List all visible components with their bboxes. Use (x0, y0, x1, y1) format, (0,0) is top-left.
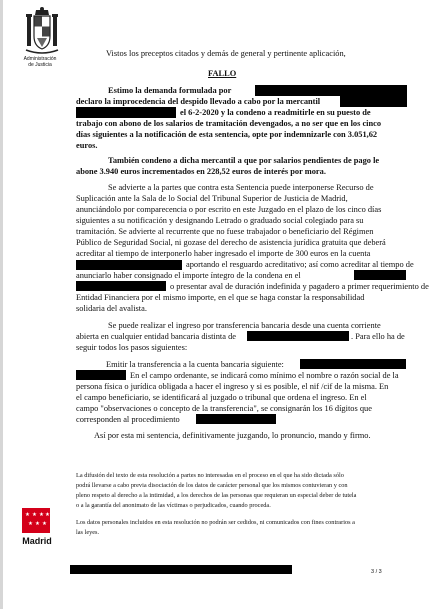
appeal-line: aportando el resguardo acreditativo; así como acreditar al tiempo de (186, 260, 414, 269)
privacy-note-line: podrá llevarse a cabo previa disociación de los datos de carácter personal que los mismos contuvieran y con (76, 482, 348, 490)
privacy-note-line: las leyes. (76, 529, 100, 537)
instruction-line: En el campo ordenante, se indicará como mínimo el nombre o razón social de la (130, 371, 399, 380)
transfer-line: Se puede realizar el ingreso por transferencia bancaria desde una cuenta corriente (108, 321, 381, 330)
transfer-line: . Para ello ha de (351, 332, 405, 341)
privacy-note-line: pleno respeto al derecho a la intimidad, a los derechos de las personas que requieran un especial deber de tutela (76, 492, 357, 500)
appeal-line: Público de Seguridad Social, ni gozase del derecho de asistencia jurídica gratuita que deberá (76, 238, 386, 247)
madrid-wordmark: Madrid (22, 536, 52, 546)
decision-line: Estimo la demanda formulada por (108, 86, 232, 95)
authority-label: Administración de Justicia (23, 56, 57, 68)
redaction (354, 270, 406, 280)
madrid-flag-icon: ★ ★ ★ ★ ★ ★ ★ (22, 508, 50, 533)
instruction-line: persona física o jurídica obligada a hacer el ingreso y si es posible, el nif /cif de la misma. En (76, 382, 389, 391)
decision-line: declaro la improcedencia del despido llevado a cabo por la mercantil (76, 97, 321, 106)
redaction (340, 96, 407, 107)
transfer-line: abierta en cualquier entidad bancaria distinta de (76, 332, 236, 341)
redaction (76, 370, 126, 380)
appeal-line: Suplicación ante la Sala de lo Social del Tribunal Superior de Justicia de Madrid, (76, 194, 348, 203)
redaction (76, 281, 166, 291)
privacy-note-line: La difusión del texto de esta resolución a partes no interesadas en el proceso en el que ha sido dictada sólo (76, 472, 344, 480)
appeal-line: anunciarlo haber consignado el importe íntegro de la condena en el (76, 271, 301, 280)
instruction-line: Emitir la transferencia a la cuenta bancaria siguiente: (106, 360, 284, 369)
coat-of-arms-icon (25, 6, 59, 56)
appeal-line: anunciándolo por comparecencia o por escrito en este Juzgado en el plazo de los cinco días (76, 205, 382, 214)
privacy-note-line: o a la garantía del anonimato de las víctimas o perjudicados, cuando proceda. (76, 502, 271, 510)
appeal-line: o presentar aval de duración indefinida y pagadero a primer requerimiento de (170, 282, 429, 291)
decision-line: abone 3.940 euros incrementados en 228,52 euros de interés por mora. (76, 167, 326, 176)
instruction-line: campo "observaciones o concepto de la transferencia", se consignarán los 16 dígitos que (76, 404, 372, 413)
transfer-line: seguir todos los pasos siguientes: (76, 343, 188, 352)
appeal-line: siguientes a su notificación y designando Letrado o graduado social colegiado para su (76, 216, 364, 225)
redaction (196, 414, 276, 424)
decision-line: el 6-2-2020 y la condeno a readmitirle en su puesto de (180, 108, 371, 117)
appeal-line: acreditar al tiempo de interponerlo haber ingresado el importe de 300 euros en la cuenta (76, 249, 371, 258)
decision-line: días siguientes a la notificación de esta sentencia, opte por indemnizarle con 3.051,62 (76, 130, 378, 139)
intro-text: Vistos los preceptos citados y demás de general y pertinente aplicación, (106, 49, 346, 58)
appeal-line: solidaria del avalista. (76, 304, 147, 313)
privacy-note-line: Los datos personales incluidos en esta resolución no podrán ser cedidos, ni comunicados con fines contrarios a (76, 519, 355, 527)
appeal-line: Se advierte a la partes que contra esta Sentencia puede interponerse Recurso de (108, 183, 374, 192)
instruction-line: corresponden al procedimiento (76, 415, 180, 424)
appeal-line: Entidad Financiera por el mismo importe, en el que se haga constar la responsabilidad (76, 293, 365, 302)
redaction (70, 565, 292, 574)
redaction (76, 260, 182, 270)
madrid-logo (16, 508, 58, 546)
redaction (255, 85, 407, 96)
closing-text: Así por esta mi sentencia, definitivamente juzgando, lo pronuncio, mando y firmo. (94, 431, 371, 440)
fallo-title: FALLO (208, 69, 237, 78)
redaction (76, 107, 176, 118)
appeal-line: tramitación. Se advierte al recurrente que no fuese trabajador o beneficiario del Régimen (76, 227, 374, 236)
decision-line: euros. (76, 141, 98, 150)
page-number: 3 / 3 (371, 569, 382, 575)
decision-line: También condeno a dicha mercantil a que por salarios pendientes de pago le (108, 156, 380, 165)
decision-line: trabajo con abono de los salarios de tramitación devengados, a no ser que en los cinco (76, 119, 382, 128)
instruction-line: el campo beneficiario, se identificará al juzgado o tribunal que ordena el ingreso. En el (76, 393, 367, 402)
redaction (247, 331, 349, 341)
redaction (300, 359, 406, 369)
